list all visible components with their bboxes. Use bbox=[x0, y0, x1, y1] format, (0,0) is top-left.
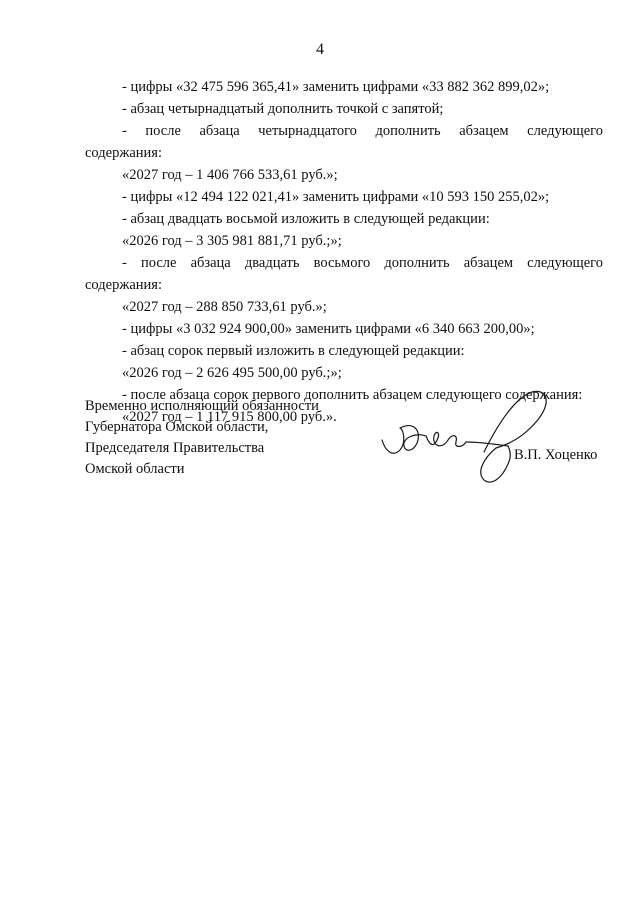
amendment-line: - абзац сорок первый изложить в следующей редакции: bbox=[122, 343, 465, 359]
amendment-line: - цифры «12 494 122 021,41» заменить цифрами «10 593 150 255,02»; bbox=[122, 189, 550, 205]
amendment-line: - абзац двадцать восьмой изложить в следующей редакции: bbox=[122, 211, 490, 227]
amendment-line: - после абзаца четырнадцатого дополнить абзацем следующего bbox=[122, 123, 603, 139]
signer-position bbox=[85, 396, 319, 480]
amendment-line: содержания: bbox=[85, 277, 163, 293]
amendment-line: «2026 год – 2 626 495 500,00 руб.;»; bbox=[122, 365, 342, 381]
signer-name: В.П. Хоценко bbox=[514, 447, 598, 463]
amendment-line: «2027 год – 1 117 915 800,00 руб.». bbox=[122, 409, 337, 425]
amendment-text bbox=[85, 76, 603, 428]
signer-position-line: Омской области bbox=[85, 461, 185, 477]
page-number: 4 bbox=[316, 41, 324, 58]
amendment-line: содержания: bbox=[85, 145, 163, 161]
amendment-line: - после абзаца сорок первого дополнить абзацем следующего содержания: bbox=[122, 387, 583, 403]
signer-position-line: Губернатора Омской области, bbox=[85, 419, 269, 435]
amendment-line: - после абзаца двадцать восьмого дополнить абзацем следующего bbox=[122, 255, 603, 271]
handwritten-signature bbox=[376, 388, 556, 488]
signer-position-line: Временно исполняющий обязанности bbox=[85, 398, 319, 414]
amendment-line: - цифры «3 032 924 900,00» заменить цифрами «6 340 663 200,00»; bbox=[122, 321, 535, 337]
amendment-line: - абзац четырнадцатый дополнить точкой с запятой; bbox=[122, 101, 444, 117]
amendment-line: «2027 год – 1 406 766 533,61 руб.»; bbox=[122, 167, 338, 183]
amendment-line: - цифры «32 475 596 365,41» заменить цифрами «33 882 362 899,02»; bbox=[122, 79, 550, 95]
amendment-line: «2027 год – 288 850 733,61 руб.»; bbox=[122, 299, 327, 315]
amendment-line: «2026 год – 3 305 981 881,71 руб.;»; bbox=[122, 233, 342, 249]
signer-position-line: Председателя Правительства bbox=[85, 440, 265, 456]
